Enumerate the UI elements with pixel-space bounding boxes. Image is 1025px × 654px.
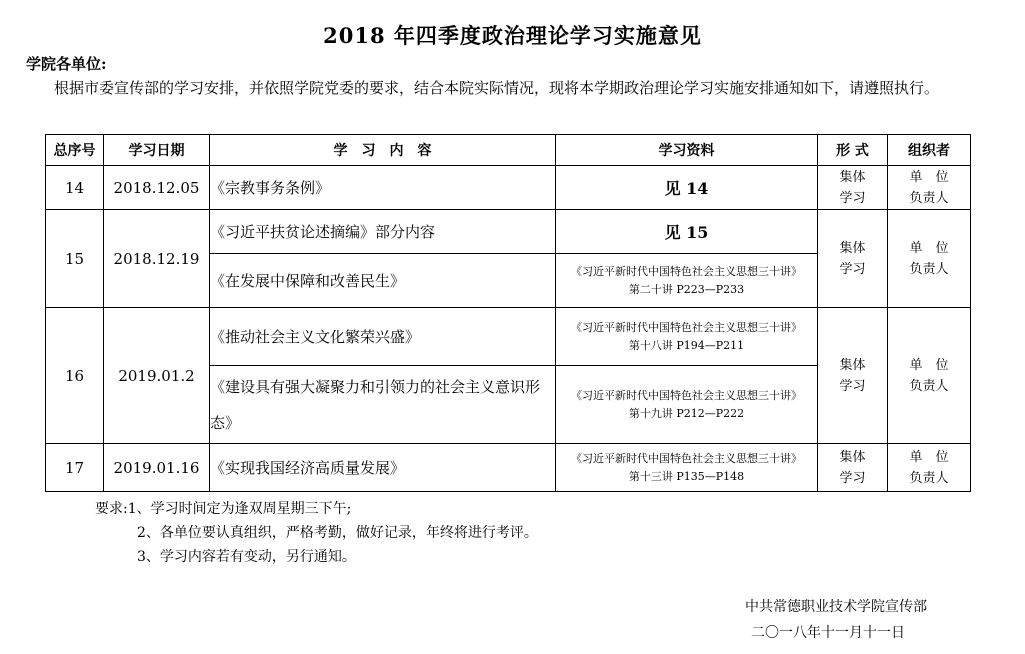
organizer-cell — [888, 166, 971, 210]
serial-cell: 16 — [46, 308, 104, 444]
form-line: 学习 — [839, 378, 866, 394]
material-cell — [556, 210, 818, 254]
organizer-line: 单 位 — [909, 240, 949, 256]
organizer-cell — [888, 210, 971, 308]
material-cell — [556, 366, 818, 444]
form-line: 学习 — [839, 261, 866, 277]
material-lecture: 第十三讲 P135—P148 — [628, 469, 745, 483]
organizer-line: 负责人 — [909, 470, 949, 486]
addressee: 学院各单位: — [26, 55, 107, 73]
material-book: 《习近平新时代中国特色社会主义思想三十讲》 — [571, 264, 802, 278]
material-lecture: 第二十讲 P223—P233 — [628, 282, 745, 296]
content-cell: 《实现我国经济高质量发展》 — [210, 444, 556, 492]
requirements — [95, 497, 538, 569]
organizer-line: 单 位 — [909, 357, 949, 373]
form-cell — [818, 166, 888, 210]
material-book: 《习近平新时代中国特色社会主义思想三十讲》 — [571, 451, 802, 465]
material-lecture: 第十八讲 P194—P211 — [628, 338, 745, 352]
material-cell — [556, 444, 818, 492]
study-schedule-table — [45, 134, 971, 492]
requirement-item: 3、学习内容若有变动，另行通知。 — [137, 549, 356, 565]
organizer-line: 负责人 — [909, 190, 949, 206]
serial-cell: 15 — [46, 210, 104, 308]
form-line: 集体 — [839, 357, 866, 373]
form-line: 集体 — [839, 240, 866, 256]
signature-org: 中共常德职业技术学院宣传部 — [745, 599, 927, 615]
form-line: 学习 — [839, 470, 866, 486]
header-date: 学习日期 — [104, 135, 210, 166]
organizer-cell — [888, 444, 971, 492]
material-cell — [556, 254, 818, 308]
signature-block — [745, 594, 927, 646]
date-cell: 2019.01.16 — [104, 444, 210, 492]
content-cell: 《宗教事务条例》 — [210, 166, 556, 210]
form-line: 集体 — [839, 169, 866, 185]
content-cell: 《推动社会主义文化繁荣兴盛》 — [210, 308, 556, 366]
requirement-item: 2、各单位要认真组织，严格考勤，做好记录，年终将进行考评。 — [137, 525, 538, 541]
form-line: 学习 — [839, 190, 866, 206]
form-cell — [818, 308, 888, 444]
material-book: 《习近平新时代中国特色社会主义思想三十讲》 — [571, 388, 802, 402]
content-cell: 《习近平扶贫论述摘编》部分内容 — [210, 210, 556, 254]
date-cell: 2018.12.05 — [104, 166, 210, 210]
signature-date: 二〇一八年十一月十一日 — [751, 625, 905, 641]
header-content: 学 习 内 容 — [210, 135, 556, 166]
header-form: 形 式 — [818, 135, 888, 166]
date-cell: 2019.01.2 — [104, 308, 210, 444]
form-line: 集体 — [839, 449, 866, 465]
material-ref: 见 15 — [664, 223, 709, 242]
material-ref: 见 14 — [664, 179, 709, 198]
organizer-line: 单 位 — [909, 449, 949, 465]
form-cell — [818, 444, 888, 492]
serial-cell: 17 — [46, 444, 104, 492]
content-cell: 《在发展中保障和改善民生》 — [210, 254, 556, 308]
table-row — [46, 308, 971, 366]
material-cell — [556, 308, 818, 366]
table-row — [46, 210, 971, 254]
organizer-line: 单 位 — [909, 169, 949, 185]
serial-cell: 14 — [46, 166, 104, 210]
table-row — [46, 444, 971, 492]
content-cell: 《建设具有强大凝聚力和引领力的社会主义意识形态》 — [210, 366, 556, 444]
organizer-cell — [888, 308, 971, 444]
material-cell — [556, 166, 818, 210]
header-serial: 总序号 — [46, 135, 104, 166]
table-header-row — [46, 135, 971, 166]
header-organizer: 组织者 — [888, 135, 971, 166]
material-book: 《习近平新时代中国特色社会主义思想三十讲》 — [571, 320, 802, 334]
organizer-line: 负责人 — [909, 378, 949, 394]
table-row — [46, 166, 971, 210]
material-lecture: 第十九讲 P212—P222 — [628, 406, 745, 420]
document-title: 2018 年四季度政治理论学习实施意见 — [323, 23, 702, 48]
form-cell — [818, 210, 888, 308]
organizer-line: 负责人 — [909, 261, 949, 277]
requirement-item: 要求:1、学习时间定为逢双周星期三下午; — [95, 501, 352, 517]
intro-paragraph: 根据市委宣传部的学习安排，并依照学院党委的要求，结合本院实际情况，现将本学期政治理论学习实施安排通知如下，请遵照执行。 — [54, 79, 940, 97]
date-cell: 2018.12.19 — [104, 210, 210, 308]
header-material: 学习资料 — [556, 135, 818, 166]
